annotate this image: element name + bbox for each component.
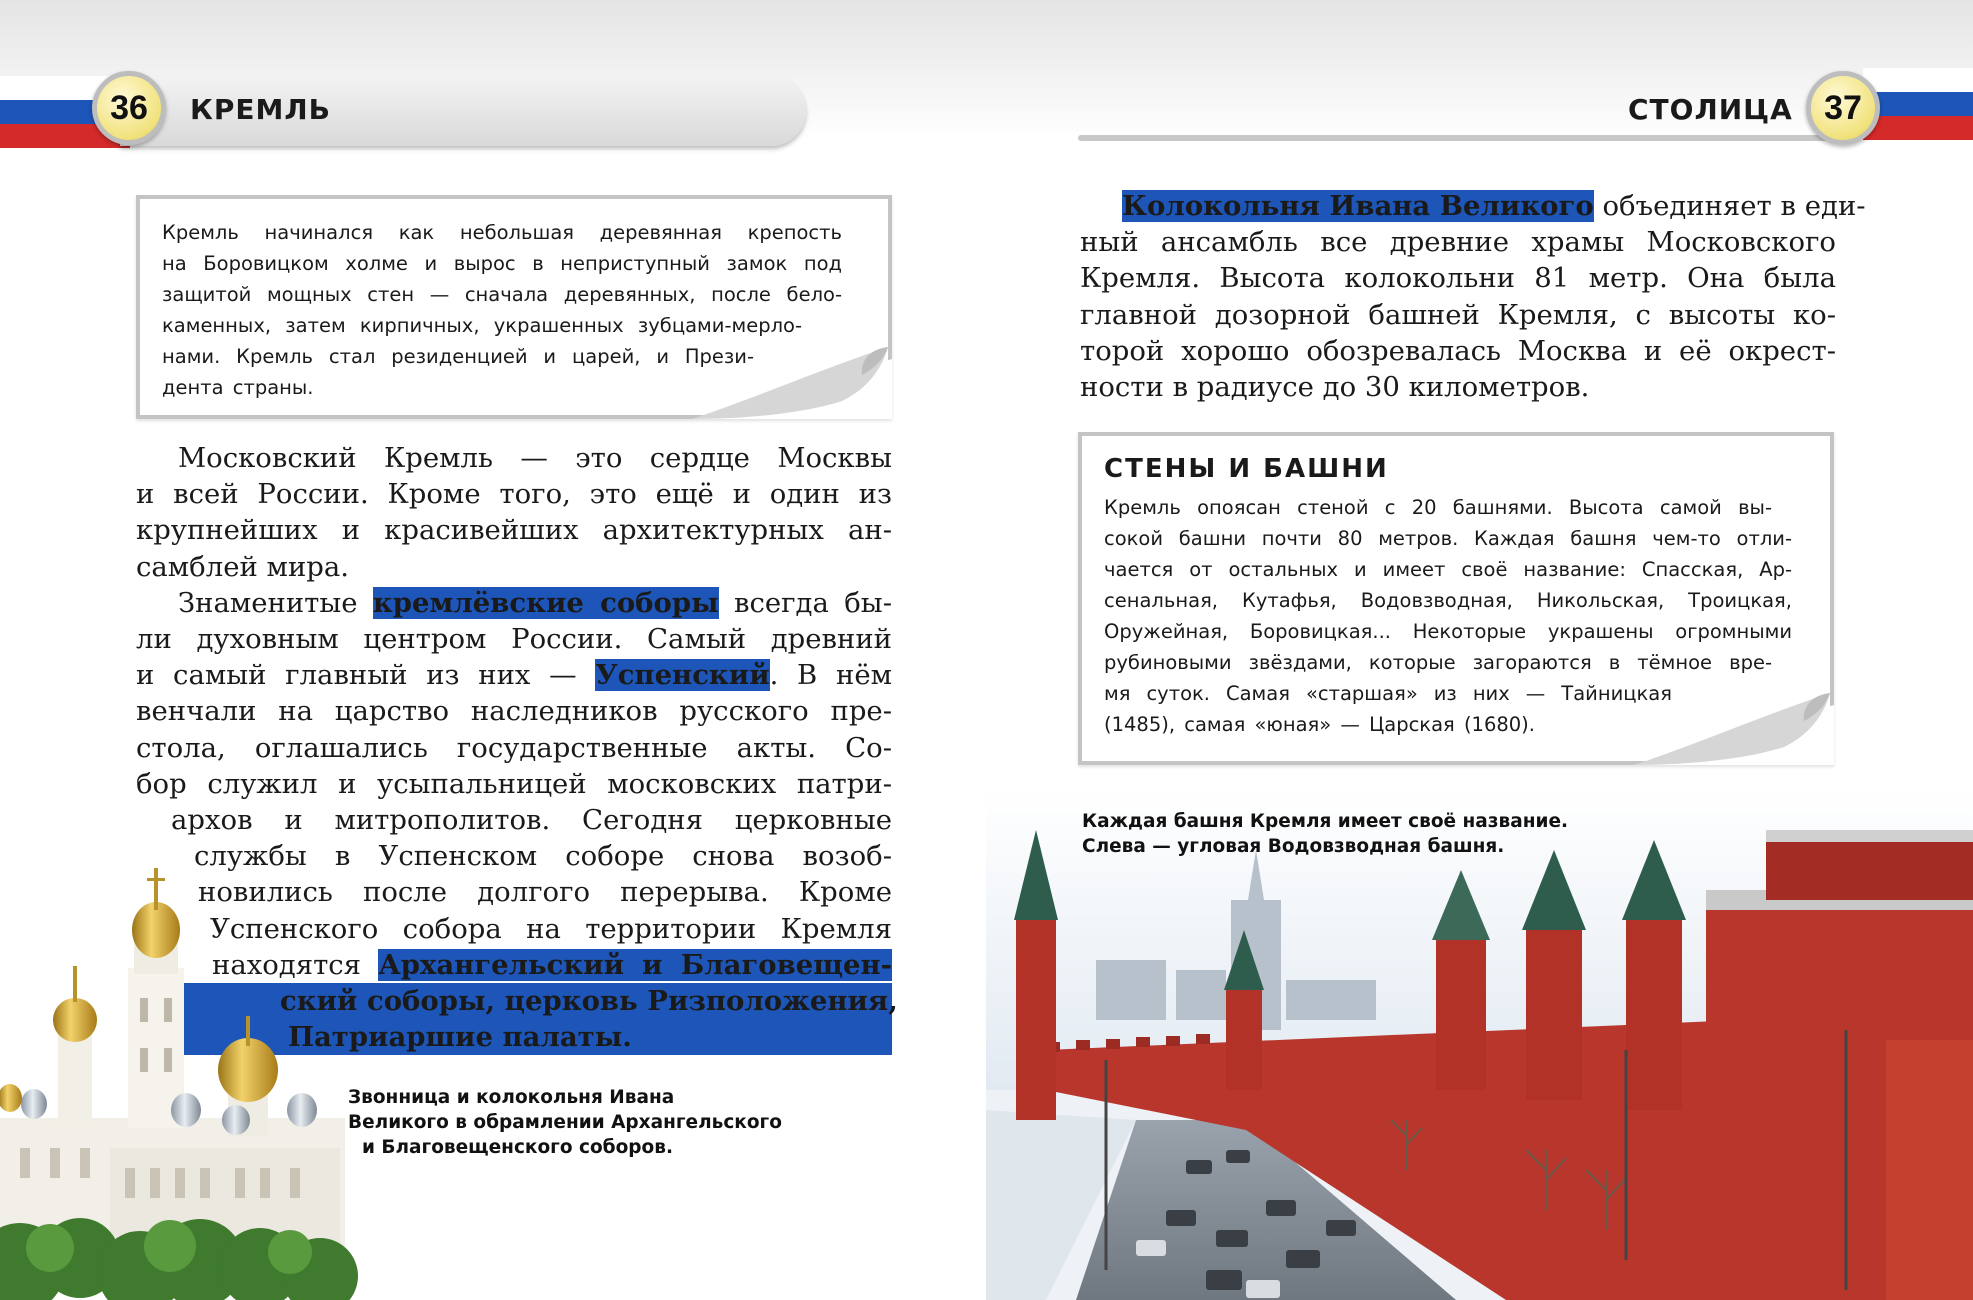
text-line: бор служил и усыпальницей московских патри- [136, 767, 892, 800]
info-line: дента страны. [162, 376, 314, 399]
text-line [136, 657, 892, 693]
text-line: архов и митрополитов. Сегодня церковные [171, 804, 892, 837]
text-line: Патриаршие палаты. [136, 1019, 892, 1055]
caption-line: Каждая башня Кремля имеет своё название. [1082, 811, 1569, 832]
text-run: всегда бы- [718, 586, 892, 619]
highlight-cathedrals-list: Архангельский и Благовещен- [378, 948, 892, 981]
info-line: рубиновыми звёздами, которые загораются в тёмное вре- [1104, 651, 1772, 674]
text-line: венчали на царство наследников русского пре- [136, 695, 892, 728]
info-line: (1485), самая «юная» — Царская (1680). [1104, 713, 1535, 736]
info-box-kremlin-history [136, 195, 892, 419]
text-line: службы в Успенском соборе снова возоб- [194, 840, 892, 873]
right-header-line [1078, 135, 1858, 141]
text-line [1080, 188, 1866, 224]
highlight-cathedrals: кремлёвские соборы [372, 586, 719, 619]
caption-bell-tower [348, 1085, 788, 1160]
section-title-right: СТОЛИЦА [1628, 93, 1793, 126]
text-line: ли духовным центром России. Самый древний [136, 623, 892, 656]
caption-line: Великого в обрамлении Архангельского [348, 1112, 782, 1133]
text-line: Кремля. Высота колокольни 81 метр. Она была [1080, 262, 1836, 295]
section-title-left: КРЕМЛЬ [190, 93, 331, 126]
info-line: сенальная, Кутафья, Водовзводная, Никольская, Троицкая, [1104, 589, 1792, 612]
text-line: стола, оглашались государственные акты. Со- [136, 731, 892, 764]
text-run: находятся [212, 948, 379, 981]
text-run: объединяет в еди- [1593, 190, 1866, 222]
text-line: самблей мира. [136, 550, 350, 583]
caption-line: Слева — угловая Водовзводная башня. [1082, 836, 1505, 857]
text-line: ности в радиусе до 30 километров. [1080, 371, 1590, 404]
info-line: сокой башни почти 80 метров. Каждая башня чем-то отли- [1104, 527, 1792, 550]
text-run: . В нём [769, 659, 892, 692]
text-line [136, 585, 892, 621]
page-number-right: 37 [1806, 71, 1880, 145]
text-line: новились после долгого перерыва. Кроме [198, 876, 892, 909]
text-line: Московский Кремль — это сердце Москвы [178, 442, 892, 474]
info-box-heading: СТЕНЫ И БАШНИ [1104, 454, 1389, 484]
text-line: главной дозорной башней Кремля, с высоты ко- [1080, 298, 1836, 331]
text-line: ский соборы, церковь Ризположения, [136, 983, 892, 1019]
info-line: Кремль начинался как небольшая деревянная крепость [162, 221, 842, 244]
highlight-bell-tower: Колокольня Ивана Великого [1122, 190, 1594, 222]
page-curl-icon [692, 329, 892, 419]
text-run: и самый главный из них — [136, 659, 596, 692]
info-line: каменных, затем кирпичных, украшенных зубцами-мерло- [162, 314, 802, 337]
caption-towers [1082, 809, 1602, 859]
info-line: на Боровицком холме и вырос в неприступный замок под [162, 252, 842, 275]
info-line: нами. Кремль стал резиденцией и царей, и Прези- [162, 345, 754, 368]
page-curl-icon [1634, 675, 1834, 765]
kremlin-wall-photo [986, 790, 1973, 1300]
caption-line: Звонница и колокольня Ивана [348, 1087, 675, 1108]
info-box-walls-towers [1078, 432, 1834, 765]
caption-line: и Благовещенского соборов. [362, 1137, 673, 1158]
page-number-left: 36 [92, 71, 166, 145]
info-line: чается от остальных и имеет своё название: Спасская, Ар- [1104, 558, 1792, 581]
right-intro-text [1080, 188, 1866, 405]
info-line: мя суток. Самая «старшая» из них — Тайницкая [1104, 682, 1672, 705]
info-line: Оружейная, Боровицкая... Некоторые украшены огромными [1104, 620, 1792, 643]
cathedrals-illustration [0, 848, 370, 1300]
text-line: Успенского собора на территории Кремля [210, 912, 892, 945]
text-line: ный ансамбль все древние храмы Московского [1080, 226, 1836, 259]
highlight-uspensky: Успенский [595, 659, 770, 692]
text-line: крупнейших и красивейших архитектурных ан- [136, 514, 892, 547]
info-line: защитой мощных стен — сначала деревянных, после бело- [162, 283, 842, 306]
info-line: Кремль опоясан стеной с 20 башнями. Высота самой вы- [1104, 496, 1772, 519]
text-line: торой хорошо обозревалась Москва и её окрест- [1080, 334, 1836, 367]
text-run: Знаменитые [178, 586, 373, 619]
text-line: и всей России. Кроме того, это ещё и один из [136, 478, 892, 511]
